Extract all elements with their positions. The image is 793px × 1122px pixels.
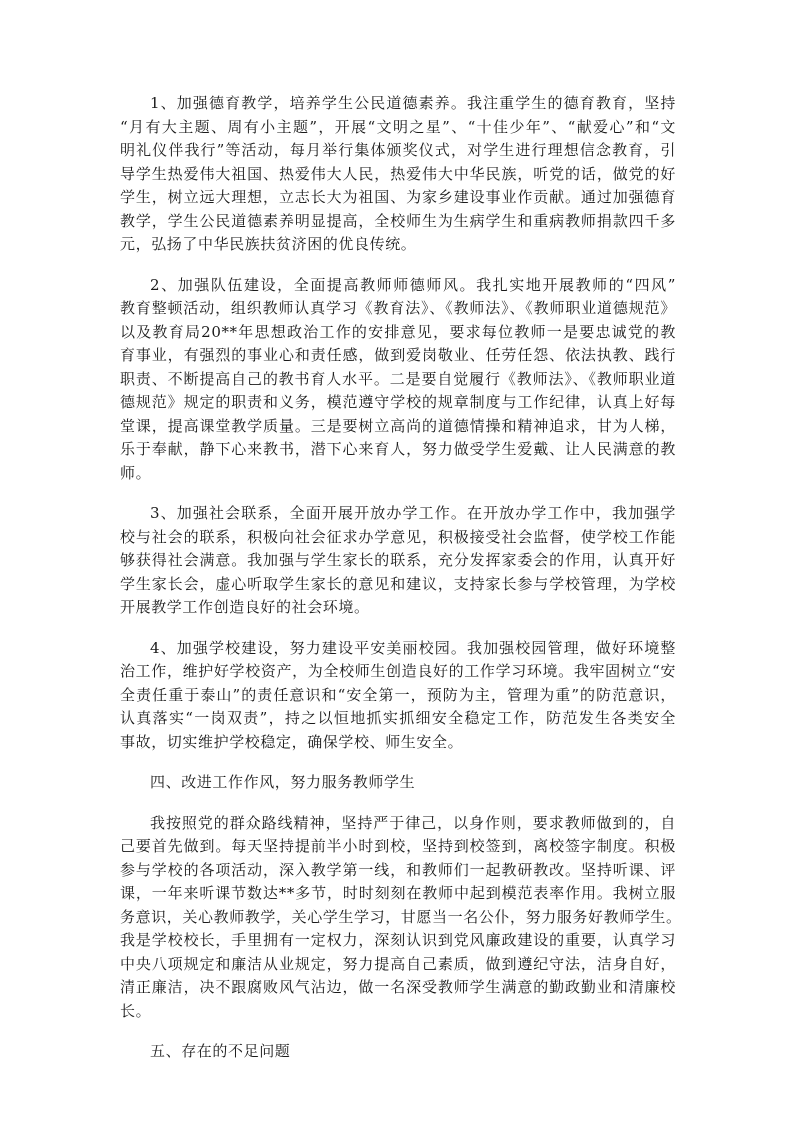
text-line: 育事业，有强烈的事业心和责任感，做到爱岗敬业、任劳任怨、依法执教、践行 [120, 346, 676, 364]
text-line: 师。 [120, 463, 152, 482]
text-line: 1、加强德育教学，培养学生公民道德素养。我注重学生的德育教育，坚持 [150, 94, 676, 112]
text-line: 己要首先做到。每天坚持提前半小时到校，坚持到校签到，离校签字制度。积极 [120, 837, 676, 855]
section-heading: 五、存在的不足问题 [150, 1042, 291, 1060]
text-line: 2、加强队伍建设，全面提高教师师德师风。我扎实地开展教师的“四风” [150, 275, 676, 294]
text-line: 元，弘扬了中华民族扶贫济困的优良传统。 [120, 235, 417, 253]
text-line: 参与学校的各项活动，深入教学第一线，和教师们一起教研教改。坚持听课、评 [120, 860, 676, 879]
text-line: 以及教育局20**年思想政治工作的安排意见，要求每位教师一是要忠诚党的教 [120, 322, 676, 341]
text-line: 导学生热爱伟大祖国、热爱伟大人民，热爱伟大中华民族，听党的话，做党的好 [120, 164, 676, 183]
text-line: 务意识，关心教师教学，关心学生学习，甘愿当一名公仆，努力服务好教师学生。 [120, 907, 682, 926]
text-line: 我按照党的群众路线精神，坚持严于律己，以身作则，要求教师做到的，自 [150, 813, 676, 832]
text-line: 长。 [120, 1001, 152, 1020]
text-line: 4、加强学校建设，努力建设平安美丽校园。我加强校园管理，做好环境整 [150, 638, 676, 657]
paragraph [120, 92, 676, 257]
text-line: 学生家长会，虚心听取学生家长的意见和建议，支持家长参与学校管理，为学校 [120, 574, 676, 593]
section-heading: 四、改进工作作风，努力服务教师学生 [150, 773, 416, 791]
text-line: 认真落实“一岗双责”，持之以恒地抓实抓细安全稳定工作，防范发生各类安全 [120, 709, 676, 727]
paragraph [120, 274, 676, 486]
document-page [120, 92, 682, 1081]
paragraph [120, 812, 682, 1024]
text-line: 事故，切实维护学校稳定，确保学校、师生安全。 [120, 732, 464, 751]
text-line: 够获得社会满意。我加强与学生家长的联系，充分发挥家委会的作用，认真开好 [120, 551, 676, 569]
text-line: 堂课，提高课堂教学质量。三是要树立高尚的道德情操和精神追求，甘为人梯， [120, 416, 676, 435]
text-line: 德规范》规定的职责和义务，模范遵守学校的规章制度与工作纪律，认真上好每 [120, 393, 676, 411]
text-line: 明礼仪伴我行”等活动，每月举行集体颁奖仪式，对学生进行理想信念教育，引 [120, 141, 676, 159]
text-line: 清正廉洁，决不跟腐败风气沾边，做一名深受教师学生满意的勤政勤业和清廉校 [120, 978, 676, 996]
paragraph [120, 637, 676, 755]
text-line: 校与社会的联系，积极向社会征求办学意见，积极接受社会监督，使学校工作能 [120, 527, 676, 546]
paragraph [120, 502, 676, 620]
text-line: 3、加强社会联系，全面开展开放办学工作。在开放办学工作中，我加强学 [150, 504, 676, 522]
text-line: 乐于奉献，静下心来教书，潜下心来育人，努力做受学生爱戴、让人民满意的教 [120, 440, 676, 458]
text-line: 教学，学生公民道德素养明显提高，全校师生为生病学生和重病教师捐款四千多 [120, 211, 676, 230]
text-line: 我是学校校长，手里拥有一定权力，深刻认识到党风廉政建设的重要，认真学习 [120, 931, 676, 949]
text-line: 教育整顿活动，组织教师认真学习《教育法》、《教师法》、《教师职业道德规范》 [120, 299, 676, 317]
text-line: 职责、不断提高自己的教书育人水平。二是要自觉履行《教师法》、《教师职业道 [120, 369, 676, 388]
text-line: 开展教学工作创造良好的社会环境。 [120, 598, 370, 616]
text-line: 中央八项规定和廉洁从业规定，努力提高自己素质，做到遵纪守法，洁身自好， [120, 954, 676, 973]
text-line: 课，一年来听课节数达**多节，时时刻刻在教师中起到模范表率作用。我树立服 [120, 884, 676, 902]
text-line: 全责任重于泰山”的责任意识和“安全第一，预防为主，管理为重”的防范意识， [120, 685, 676, 704]
text-line: “月有大主题、周有小主题”，开展“文明之星”、“十佳少年”、“献爱心”和“文 [120, 117, 676, 136]
text-line: 治工作，维护好学校资产，为全校师生创造良好的工作学习环境。我牢固树立“安 [120, 662, 676, 680]
text-line: 学生，树立远大理想，立志长大为祖国、为家乡建设事业作贡献。通过加强德育 [120, 188, 676, 206]
